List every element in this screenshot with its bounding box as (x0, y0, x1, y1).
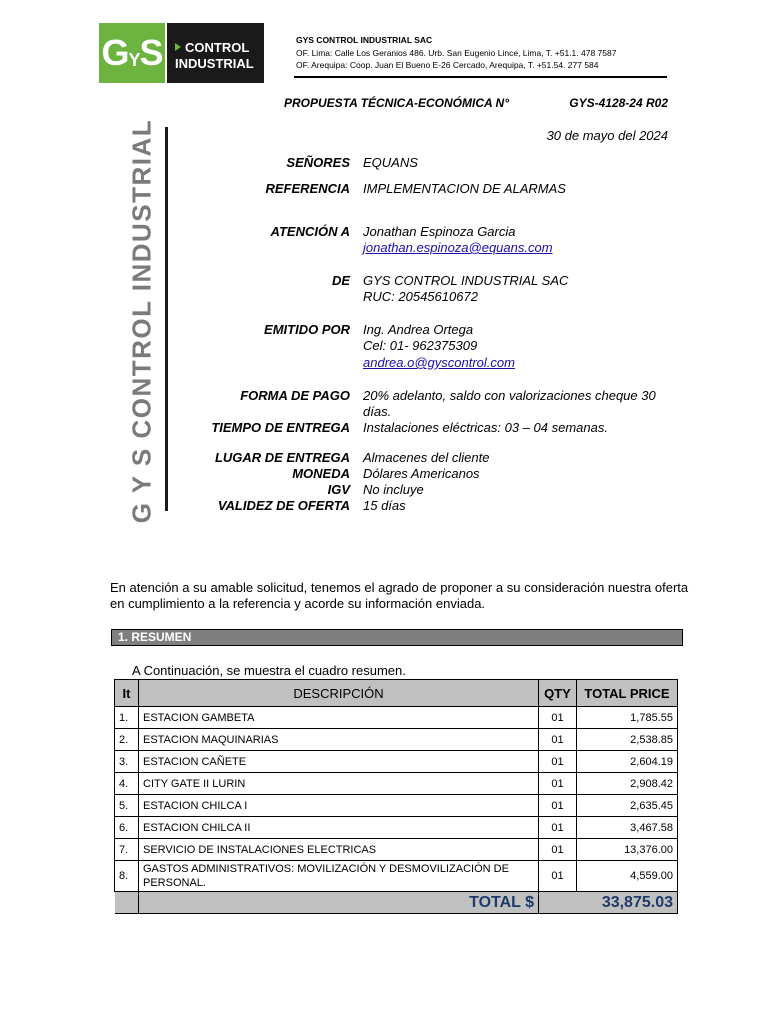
row-price: 3,467.58 (577, 817, 678, 839)
row-it: 5. (115, 795, 139, 817)
atencion-name: Jonathan Espinoza Garcia (363, 224, 516, 239)
table-row (115, 817, 678, 839)
company-lima-address: OF. Lima: Calle Los Geranios 486. Urb. San Eugenio Lince, Lima, T. +51.1. 478 7587 (296, 48, 617, 58)
header-qty: QTY (539, 680, 577, 707)
header-rule (294, 76, 667, 78)
row-it: 7. (115, 839, 139, 861)
table-header-row (115, 680, 678, 707)
vertical-banner-text: G Y S CONTROL INDUSTRIAL (126, 118, 157, 524)
forma-pago-line1: 20% adelanto, saldo con valorizaciones cheque 30 (363, 388, 656, 403)
row-desc: SERVICIO DE INSTALACIONES ELECTRICAS (139, 839, 539, 861)
proposal-title: PROPUESTA TÉCNICA-ECONÓMICA N° (284, 96, 510, 110)
table-row (115, 839, 678, 861)
igv-value: No incluye (363, 482, 424, 497)
row-desc: GASTOS ADMINISTRATIVOS: MOVILIZACIÓN Y DESMOVILIZACIÓN DE PERSONAL. (139, 861, 539, 892)
total-label: TOTAL $ (139, 892, 539, 914)
logo-line2: INDUSTRIAL (175, 56, 254, 71)
logo-y: Y (128, 49, 140, 70)
row-qty: 01 (539, 861, 577, 892)
atencion-email-link[interactable]: jonathan.espinoza@equans.com (363, 240, 553, 255)
emitido-email-link[interactable]: andrea.o@gyscontrol.com (363, 355, 515, 370)
row-qty: 01 (539, 817, 577, 839)
row-it: 6. (115, 817, 139, 839)
row-it: 8. (115, 861, 139, 892)
logo-g: G (101, 32, 129, 73)
lugar-entrega-value: Almacenes del cliente (363, 450, 490, 465)
company-name: GYS CONTROL INDUSTRIAL SAC (296, 35, 433, 45)
row-price: 13,376.00 (577, 839, 678, 861)
row-price: 2,635.45 (577, 795, 678, 817)
de-label: DE (331, 273, 350, 288)
logo-line1: CONTROL (185, 40, 250, 55)
table-row (115, 861, 678, 892)
row-desc: ESTACION CAÑETE (139, 751, 539, 773)
moneda-value: Dólares Americanos (363, 466, 480, 481)
table-row (115, 729, 678, 751)
vertical-rule (165, 127, 168, 511)
igv-label: IGV (327, 482, 350, 497)
senores-label: SEÑORES (286, 155, 350, 170)
table-row (115, 773, 678, 795)
row-it: 2. (115, 729, 139, 751)
emitido-cel: Cel: 01- 962375309 (363, 338, 478, 353)
total-value: 33,875.03 (539, 892, 678, 914)
row-price: 2,538.85 (577, 729, 678, 751)
validez-value: 15 días (363, 498, 406, 513)
proposal-number: GYS-4128-24 R02 (569, 96, 668, 110)
continuation-text: A Continuación, se muestra el cuadro resumen. (132, 663, 406, 678)
table-row (115, 795, 678, 817)
summary-table (114, 679, 678, 914)
total-row (115, 892, 678, 914)
validez-label: VALIDEZ DE OFERTA (217, 498, 350, 513)
senores-value: EQUANS (363, 155, 418, 170)
lugar-entrega-label: LUGAR DE ENTREGA (214, 450, 350, 465)
moneda-label: MONEDA (292, 466, 350, 481)
de-company: GYS CONTROL INDUSTRIAL SAC (363, 273, 569, 288)
row-qty: 01 (539, 729, 577, 751)
header-it: It (115, 680, 139, 707)
emitido-name: Ing. Andrea Ortega (363, 322, 474, 337)
tiempo-entrega-value: Instalaciones eléctricas: 03 – 04 semanas. (363, 420, 608, 435)
referencia-label: REFERENCIA (265, 181, 350, 196)
de-ruc: RUC: 20545610672 (363, 289, 478, 304)
row-qty: 01 (539, 751, 577, 773)
row-price: 2,908.42 (577, 773, 678, 795)
header-total-price: TOTAL PRICE (577, 680, 678, 707)
row-it: 1. (115, 707, 139, 729)
row-desc: ESTACION GAMBETA (139, 707, 539, 729)
row-desc: ESTACION CHILCA I (139, 795, 539, 817)
row-it: 4. (115, 773, 139, 795)
emitido-label: EMITIDO POR (264, 322, 350, 337)
logo-gs (99, 23, 165, 83)
row-desc: ESTACION CHILCA II (139, 817, 539, 839)
vertical-banner (126, 118, 158, 524)
proposal-date: 30 de mayo del 2024 (546, 128, 668, 143)
row-qty: 01 (539, 707, 577, 729)
intro-paragraph: En atención a su amable solicitud, tenemos el agrado de proponer a su consideración nuestra oferta en cumplimiento a la referencia y acorde su información enviada. (110, 580, 689, 611)
row-desc: CITY GATE II LURIN (139, 773, 539, 795)
logo-s: S (139, 32, 163, 73)
row-qty: 01 (539, 795, 577, 817)
company-arequipa-address: OF. Arequipa: Coop. Juan El Bueno E-26 Cercado, Arequipa, T. +51.54. 277 584 (296, 60, 599, 70)
referencia-value: IMPLEMENTACION DE ALARMAS (363, 181, 566, 196)
table-row (115, 707, 678, 729)
header-descripcion: DESCRIPCIÓN (139, 680, 539, 707)
table-row (115, 751, 678, 773)
section-title-resumen: 1. RESUMEN (111, 629, 683, 646)
logo-control-industrial (167, 23, 264, 83)
forma-pago-line2: días. (363, 404, 392, 419)
row-price: 2,604.19 (577, 751, 678, 773)
row-price: 1,785.55 (577, 707, 678, 729)
forma-pago-label: FORMA DE PAGO (240, 388, 350, 403)
row-desc: ESTACION MAQUINARIAS (139, 729, 539, 751)
row-price: 4,559.00 (577, 861, 678, 892)
tiempo-entrega-label: TIEMPO DE ENTREGA (211, 420, 350, 435)
row-it: 3. (115, 751, 139, 773)
atencion-label: ATENCIÓN A (270, 224, 350, 239)
play-triangle-icon (175, 43, 181, 51)
row-qty: 01 (539, 773, 577, 795)
row-qty: 01 (539, 839, 577, 861)
